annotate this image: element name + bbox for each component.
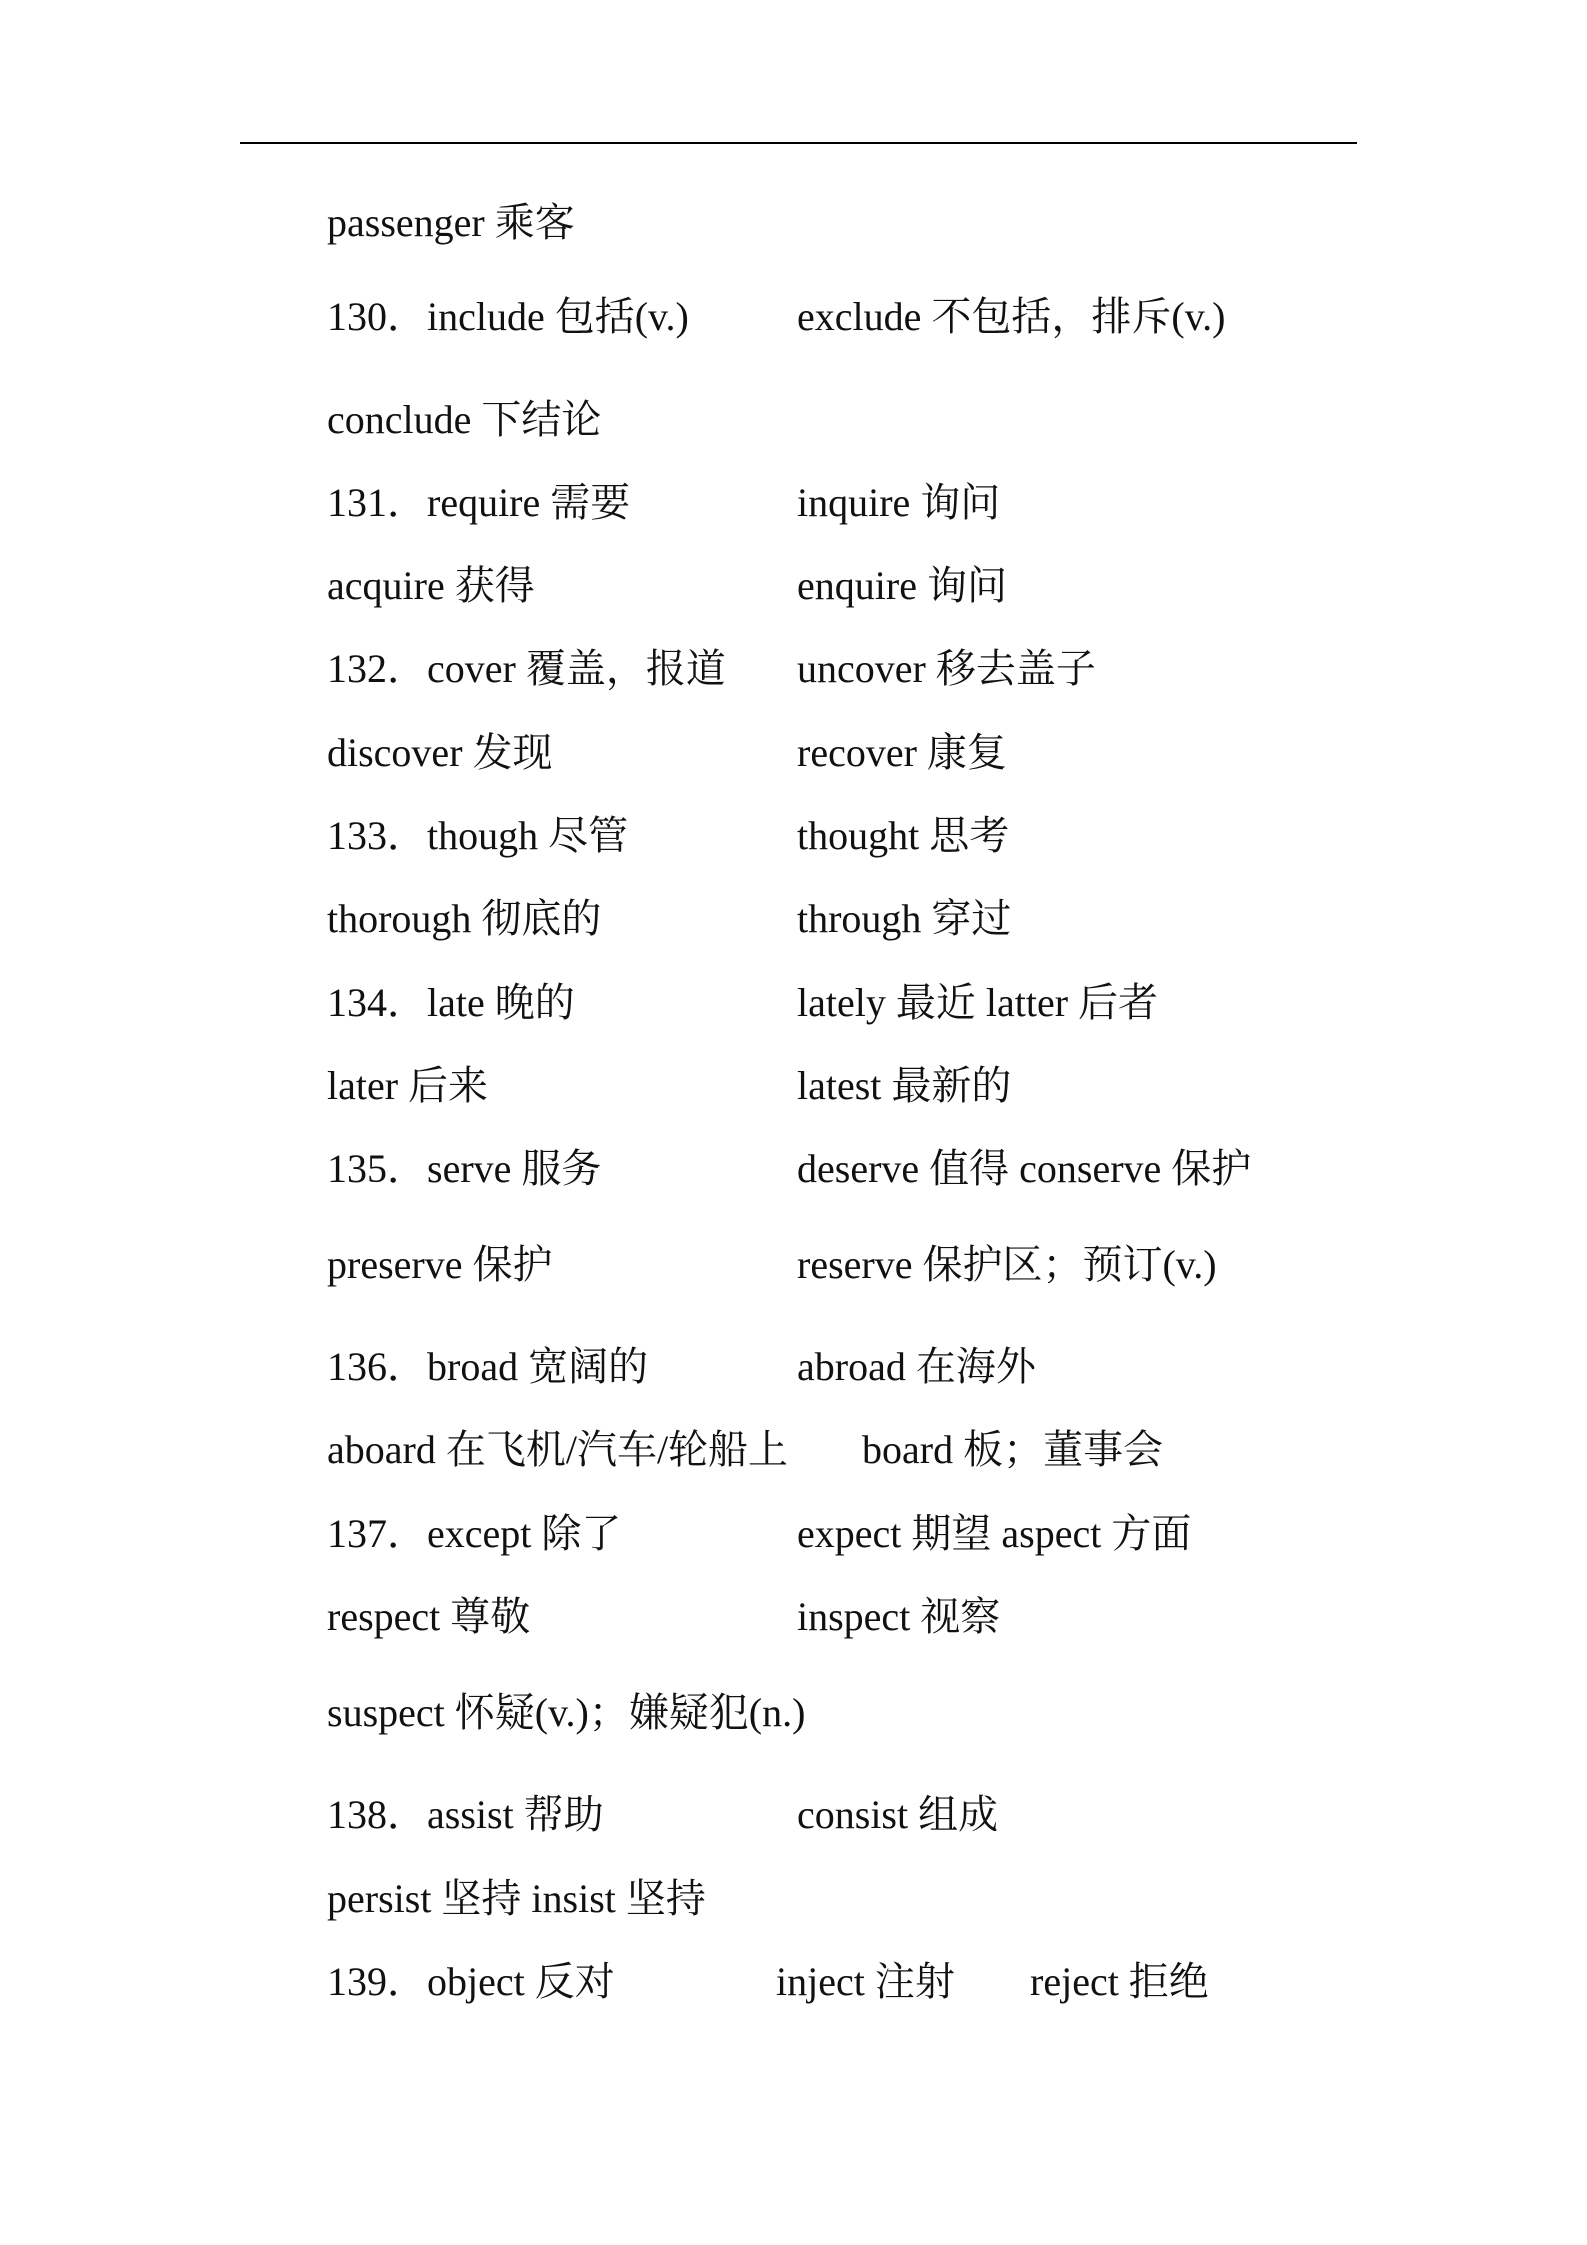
vocab-entry: uncover 移去盖子: [797, 646, 1096, 691]
vocab-entry: passenger 乘客: [327, 200, 575, 245]
vocab-line: [0, 894, 1587, 944]
vocab-entry: suspect 怀疑(v.)；嫌疑犯(n.): [327, 1690, 806, 1735]
vocab-entry: inject 注射: [776, 1959, 955, 2004]
vocab-line: [0, 644, 1587, 694]
vocab-line: [0, 728, 1587, 778]
vocab-entry: thought 思考: [797, 813, 1010, 858]
vocab-line: [0, 1240, 1587, 1290]
vocab-entry: aboard 在飞机/汽车/轮船上: [327, 1427, 789, 1472]
vocab-entry: latest 最新的: [797, 1063, 1012, 1108]
vocab-line: [0, 1425, 1587, 1475]
vocab-entry: board 板；董事会: [862, 1427, 1164, 1472]
vocab-entry: persist 坚持 insist 坚持: [327, 1876, 706, 1921]
vocab-entry: recover 康复: [797, 730, 1007, 775]
vocab-line: [0, 198, 1587, 248]
vocab-entry: exclude 不包括，排斥(v.): [797, 294, 1226, 339]
vocab-entry: later 后来: [327, 1063, 489, 1108]
vocab-entry: inquire 询问: [797, 480, 1001, 525]
vocab-entry: through 穿过: [797, 896, 1012, 941]
vocab-entry: 133．though 尽管: [327, 813, 629, 858]
vocab-entry: consist 组成: [797, 1792, 999, 1837]
vocab-line: [0, 561, 1587, 611]
vocab-entry: 132．cover 覆盖，报道: [327, 646, 726, 691]
vocab-line: [0, 1061, 1587, 1111]
vocab-entry: deserve 值得 conserve 保护: [797, 1146, 1252, 1191]
vocab-entry: conclude 下结论: [327, 397, 602, 442]
vocab-entry: 137．except 除了: [327, 1511, 622, 1556]
vocab-entry: preserve 保护: [327, 1242, 553, 1287]
vocab-entry: 134．late 晚的: [327, 980, 575, 1025]
vocab-line: [0, 395, 1587, 445]
vocab-entry: abroad 在海外: [797, 1344, 1036, 1389]
vocab-entry: inspect 视察: [797, 1594, 1001, 1639]
vocab-line: [0, 1592, 1587, 1642]
vocab-line: [0, 1144, 1587, 1194]
vocab-entry: 139．object 反对: [327, 1959, 615, 2004]
header-rule: [240, 142, 1357, 144]
vocab-entry: acquire 获得: [327, 563, 535, 608]
vocab-entry: reject 拒绝: [1030, 1959, 1209, 2004]
vocab-line: [0, 478, 1587, 528]
vocab-line: [0, 1874, 1587, 1924]
vocab-line: [0, 292, 1587, 342]
vocab-line: [0, 1790, 1587, 1840]
vocab-entry: reserve 保护区；预订(v.): [797, 1242, 1217, 1287]
vocab-entry: enquire 询问: [797, 563, 1007, 608]
vocab-entry: thorough 彻底的: [327, 896, 602, 941]
vocab-entry: discover 发现: [327, 730, 553, 775]
vocab-entry: 136．broad 宽阔的: [327, 1344, 649, 1389]
vocab-entry: expect 期望 aspect 方面: [797, 1511, 1192, 1556]
vocab-entry: respect 尊敬: [327, 1594, 531, 1639]
vocab-line: [0, 1688, 1587, 1738]
vocab-line: [0, 978, 1587, 1028]
vocab-entry: 138．assist 帮助: [327, 1792, 604, 1837]
vocab-line: [0, 1509, 1587, 1559]
vocab-entry: 135．serve 服务: [327, 1146, 602, 1191]
vocab-line: [0, 811, 1587, 861]
vocab-entry: 131．require 需要: [327, 480, 631, 525]
vocab-line: [0, 1342, 1587, 1392]
vocab-line: [0, 1957, 1587, 2007]
vocab-entry: lately 最近 latter 后者: [797, 980, 1159, 1025]
vocab-entry: 130．include 包括(v.): [327, 294, 689, 339]
